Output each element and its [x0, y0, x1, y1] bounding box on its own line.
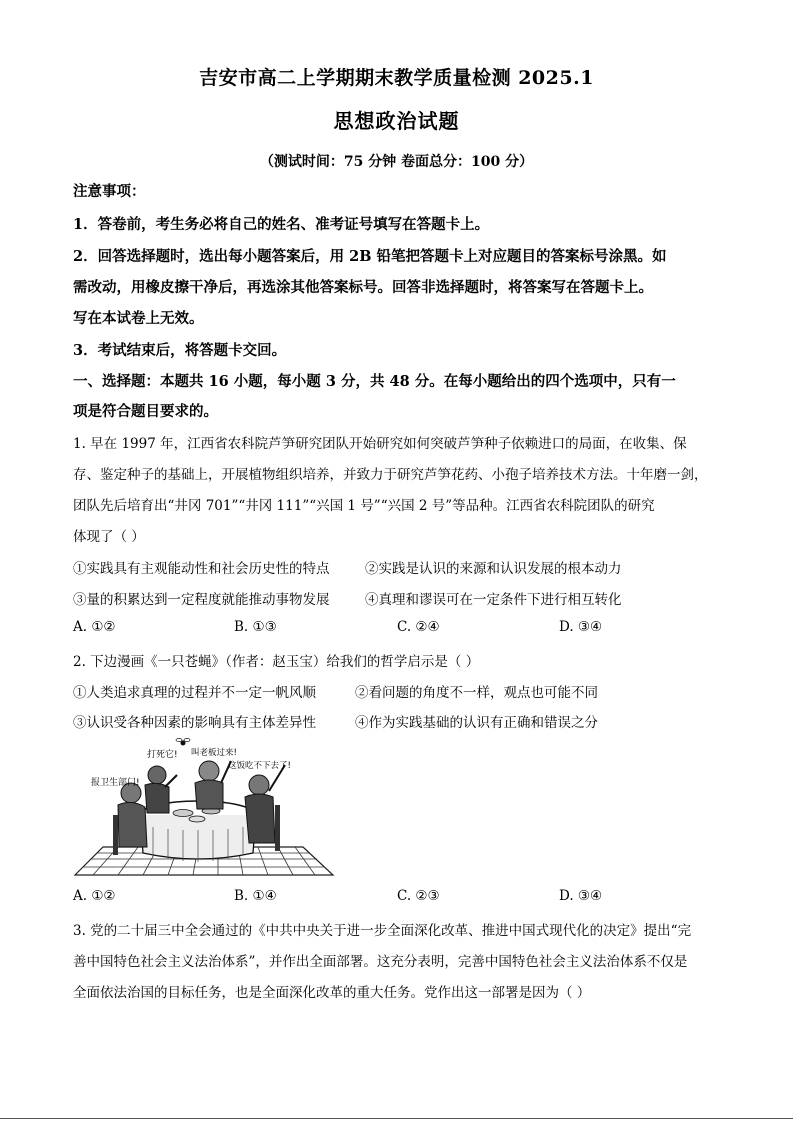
- q1-choice-d[interactable]: D. ③④: [559, 619, 603, 635]
- notice-item-3: 3．考试结束后，将答题卡交回。: [73, 342, 287, 359]
- bubble-kill-it: 打死它!: [147, 750, 178, 760]
- section-heading: 一、选择题：本题共 16 小题，每小题 3 分，共 48 分。在每小题给出的四个选项中，只有一: [73, 373, 676, 390]
- q2-choice-b[interactable]: B. ①④: [234, 888, 277, 904]
- q2-choice-d[interactable]: D. ③④: [559, 888, 603, 904]
- q1-statement-4: ④真理和谬误可在一定条件下进行相互转化: [365, 592, 622, 608]
- q2-statement-2: ②看问题的角度不一样，观点也可能不同: [355, 685, 598, 701]
- q2-stem: 2. 下边漫画《一只苍蝇》（作者：赵玉宝）给我们的哲学启示是（ ）: [73, 654, 480, 670]
- q2-statement-3: ③认识受各种因素的影响具有主体差异性: [73, 715, 316, 731]
- subject-title: 思想政治试题: [333, 109, 460, 133]
- page-bottom-rule: [0, 1118, 793, 1119]
- section-heading-cont: 项是符合题目要求的。: [73, 403, 218, 420]
- diner-right: [245, 765, 285, 851]
- q3-stem-line: 3. 党的二十届三中全会通过的《中共中央关于进一步全面深化改革、推进中国式现代化的决定》提出“完: [73, 923, 692, 939]
- bubble-cant-eat: 这饭吃不下去了!: [228, 761, 291, 771]
- bubble-call-boss: 叫老板过来!: [191, 748, 237, 758]
- q2-choice-a[interactable]: A. ①②: [73, 888, 116, 904]
- notice-item-1: 1．答卷前，考生务必将自己的姓名、准考证号填写在答题卡上。: [73, 216, 490, 233]
- q3-stem-line: 全面依法治国的目标任务，也是全面深化改革的重大任务。党作出这一部署是因为（ ）: [73, 985, 591, 1001]
- q1-stem-line: 团队先后培育出“井冈 701”“井冈 111”“兴国 1 号”“兴国 2 号”等品种。江西省农科院团队的研究: [73, 498, 655, 514]
- q1-choice-c[interactable]: C. ②④: [397, 619, 440, 635]
- notice-heading: 注意事项：: [73, 183, 146, 200]
- notice-item-2-cont: 需改动，用橡皮擦干净后，再选涂其他答案标号。回答非选择题时，将答案写在答题卡上。: [73, 279, 653, 296]
- q1-stem-line: 1. 早在 1997 年，江西省农科院芦笋研究团队开始研究如何突破芦笋种子依赖进口的局面，在收集、保: [73, 436, 687, 452]
- notice-item-2: 2．回答选择题时，选出每小题答案后，用 2B 铅笔把答题卡上对应题目的答案标号涂黑。如: [73, 248, 667, 265]
- exam-title: 吉安市高二上学期期末教学质量检测 2025.1: [199, 67, 594, 89]
- notice-item-2-end: 写在本试卷上无效。: [73, 310, 204, 327]
- q3-stem-line: 善中国特色社会主义法治体系”，并作出全面部署。这充分表明，完善中国特色社会主义法治体系不仅是: [73, 954, 688, 970]
- q1-statement-3: ③量的积累达到一定程度就能推动事物发展: [73, 592, 330, 608]
- q1-choice-b[interactable]: B. ①③: [234, 619, 277, 635]
- q2-choice-c[interactable]: C. ②③: [397, 888, 440, 904]
- fly-cartoon: [73, 735, 335, 880]
- fly-icon: [176, 739, 190, 746]
- diner-left: [113, 783, 147, 855]
- q2-statement-4: ④作为实践基础的认识有正确和错误之分: [355, 715, 598, 731]
- q1-stem-line: 存、鉴定种子的基础上，开展植物组织培养，并致力于研究芦笋花药、小孢子培养技术方法。十年磨一剑，: [73, 467, 708, 483]
- bubble-report-health-dept: 报卫生部门!: [91, 778, 140, 788]
- q1-statement-2: ②实践是认识的来源和认识发展的根本动力: [365, 561, 622, 577]
- q2-statement-1: ①人类追求真理的过程并不一定一帆风顺: [73, 685, 316, 701]
- diner-back-center: [195, 761, 231, 809]
- q1-choice-a[interactable]: A. ①②: [73, 619, 116, 635]
- q1-stem-line: 体现了（ ）: [73, 529, 145, 545]
- exam-meta: （测试时间：75 分钟 卷面总分：100 分）: [259, 154, 534, 170]
- q1-statement-1: ①实践具有主观能动性和社会历史性的特点: [73, 561, 330, 577]
